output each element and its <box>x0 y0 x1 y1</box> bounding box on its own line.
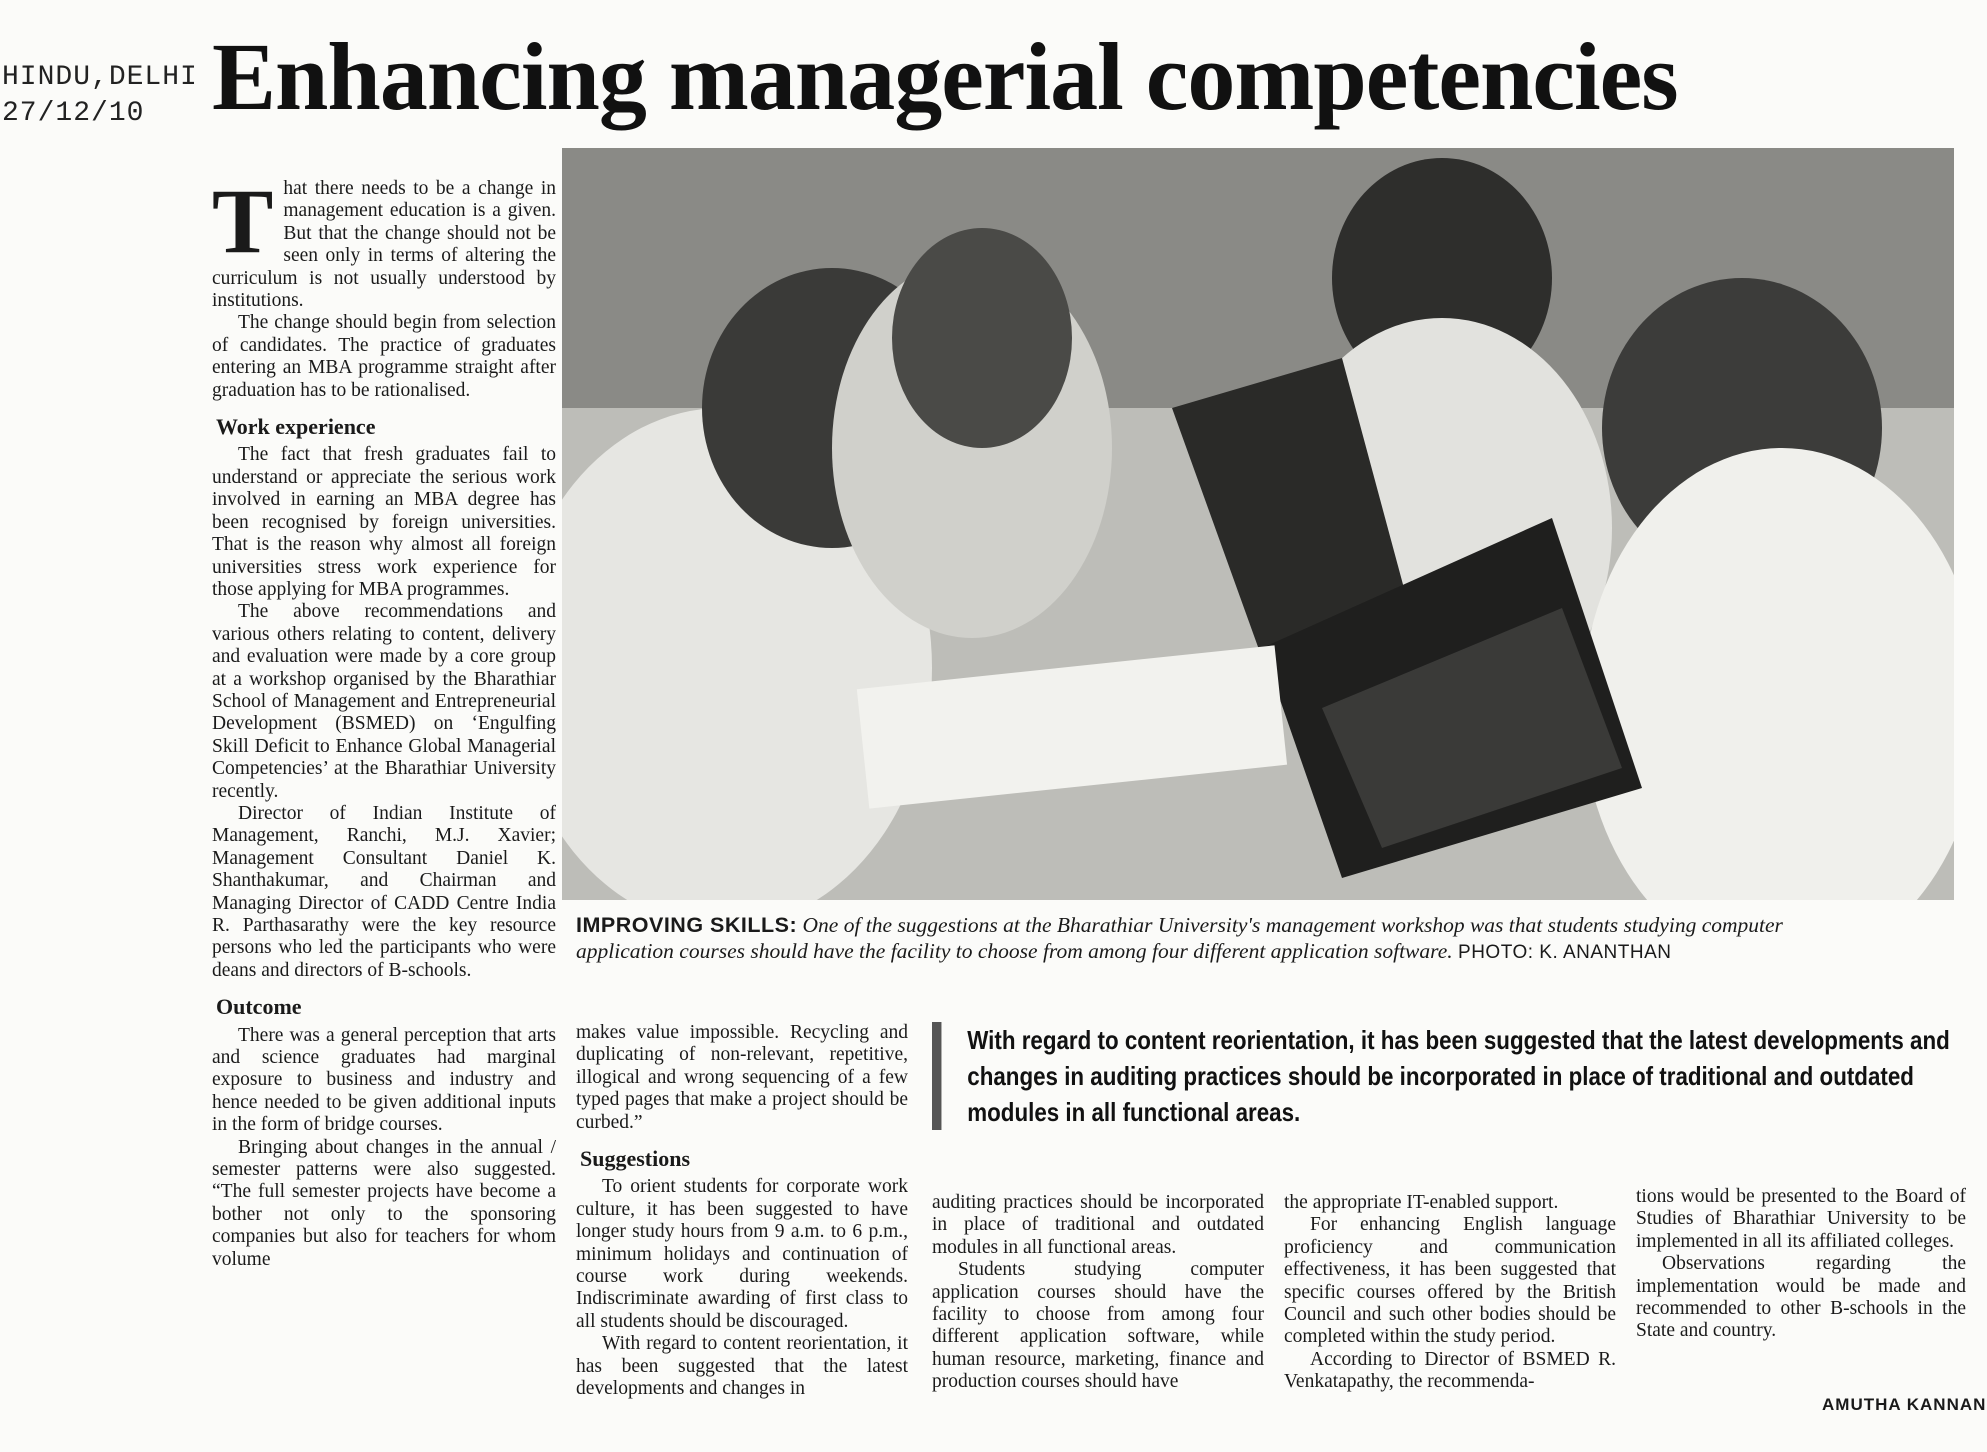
paragraph: the appropriate IT-enabled support. <box>1284 1192 1559 1213</box>
news-photo <box>562 148 1954 900</box>
paragraph: tions would be presented to the Board of Studies of Bharathiar University to be implemented in all its affiliated colleges. <box>1636 1186 1966 1252</box>
paragraph: auditing practices should be incorporated in place of traditional and outdated modules in all functional areas. <box>932 1192 1264 1258</box>
paragraph: Observations regarding the implementation would be made and recommended to other B-schools in the State and country. <box>1636 1253 1966 1342</box>
caption-label: IMPROVING SKILLS: <box>576 913 798 937</box>
column-4 <box>1284 1192 1616 1394</box>
paragraph: For enhancing English language proficiency and communication effectiveness, it has been suggested that specific courses offered by the British Council and such other bodies should be completed within the study period. <box>1284 1214 1616 1348</box>
photo-caption <box>576 912 1816 966</box>
paragraph: Students studying computer application courses should have the facility to choose from among four different application software, while human resource, marketing, finance and production courses should have <box>932 1259 1264 1393</box>
paragraph: Director of Indian Institute of Management, Ranchi, M.J. Xavier; Management Consultant Daniel K. Shanthakumar, and Chairman and Managing Director of CADD Centre India R. Parthasarathy were the key resource persons who led the participants who were deans and directors of B-schools. <box>212 802 556 981</box>
paragraph: hat there needs to be a change in management education is a given. But that the change should not be seen only in terms of altering the curriculum is not usually understood by institutions. <box>212 178 556 312</box>
paragraph: The above recommendations and various others relating to content, delivery and evaluation were made by a core group at a workshop organised by the Bharathiar School of Management and Entrepreneurial Development (BSMED) on ‘Engulfing Skill Deficit to Enhance Global Managerial Competencies’ at the Bharathiar University recently. <box>212 601 556 802</box>
paragraph: makes value impossible. Recycling and duplicating of non-relevant, repetitive, illogical and wrong sequencing of a few typed pages that make a project should be curbed.” <box>576 1022 908 1133</box>
paragraph: With regard to content reorientation, it has been suggested that the latest developments and changes in <box>576 1333 908 1400</box>
paragraph: Bringing about changes in the annual / semester patterns were also suggested. “The full semester projects have become a bother not only to the sponsoring companies but also for teachers for whom volume <box>212 1136 556 1270</box>
headline: Enhancing managerial competencies <box>212 23 1678 130</box>
subheading-work-experience: Work experience <box>216 414 376 440</box>
column-2 <box>576 1022 908 1401</box>
photo-credit: PHOTO: K. ANANTHAN <box>1458 942 1672 963</box>
subheading-suggestions: Suggestions <box>580 1146 691 1172</box>
caption-text: One of the suggestions at the Bharathiar University's management workshop was that students studying computer application courses should have the facility to choose from among four different application software. <box>576 913 1783 963</box>
photo-students-laptops <box>562 148 1954 900</box>
column-3 <box>932 1192 1264 1394</box>
column-5 <box>1636 1186 1966 1343</box>
drop-cap: T <box>212 170 274 272</box>
subheading-outcome: Outcome <box>216 994 302 1020</box>
stamp-source: HINDU,DELHI <box>2 62 198 93</box>
stamp-date: 27/12/10 <box>2 98 145 129</box>
paragraph: According to Director of BSMED R. Venkatapathy, the recommenda- <box>1284 1348 1616 1393</box>
pull-quote: With regard to content reorientation, it has been suggested that the latest developments and changes in auditing practices should be incorporated in place of traditional and outdated modules in all functional areas. <box>932 1022 1987 1130</box>
column-1 <box>212 170 556 1271</box>
paragraph: To orient students for corporate work culture, it has been suggested to have longer study hours from 9 a.m. to 6 p.m., minimum holidays and continuation of course work during weekends. Indiscriminate awarding of first class to all students should be discouraged. <box>576 1176 908 1332</box>
clipping-stamp <box>2 60 198 132</box>
paragraph: The change should begin from selection of candidates. The practice of graduates entering an MBA programme straight after graduation has to be rationalised. <box>212 312 556 401</box>
byline: AMUTHA KANNAN <box>1822 1395 1987 1414</box>
paragraph: The fact that fresh graduates fail to understand or appreciate the serious work involved in earning an MBA degree has been recognised by foreign universities. That is the reason why almost all foreign universities stress work experience for those applying for MBA programmes. <box>212 444 556 600</box>
paragraph: There was a general perception that arts and science graduates had marginal exposure to business and industry and hence needed to be given additional inputs in the form of bridge courses. <box>212 1024 556 1136</box>
